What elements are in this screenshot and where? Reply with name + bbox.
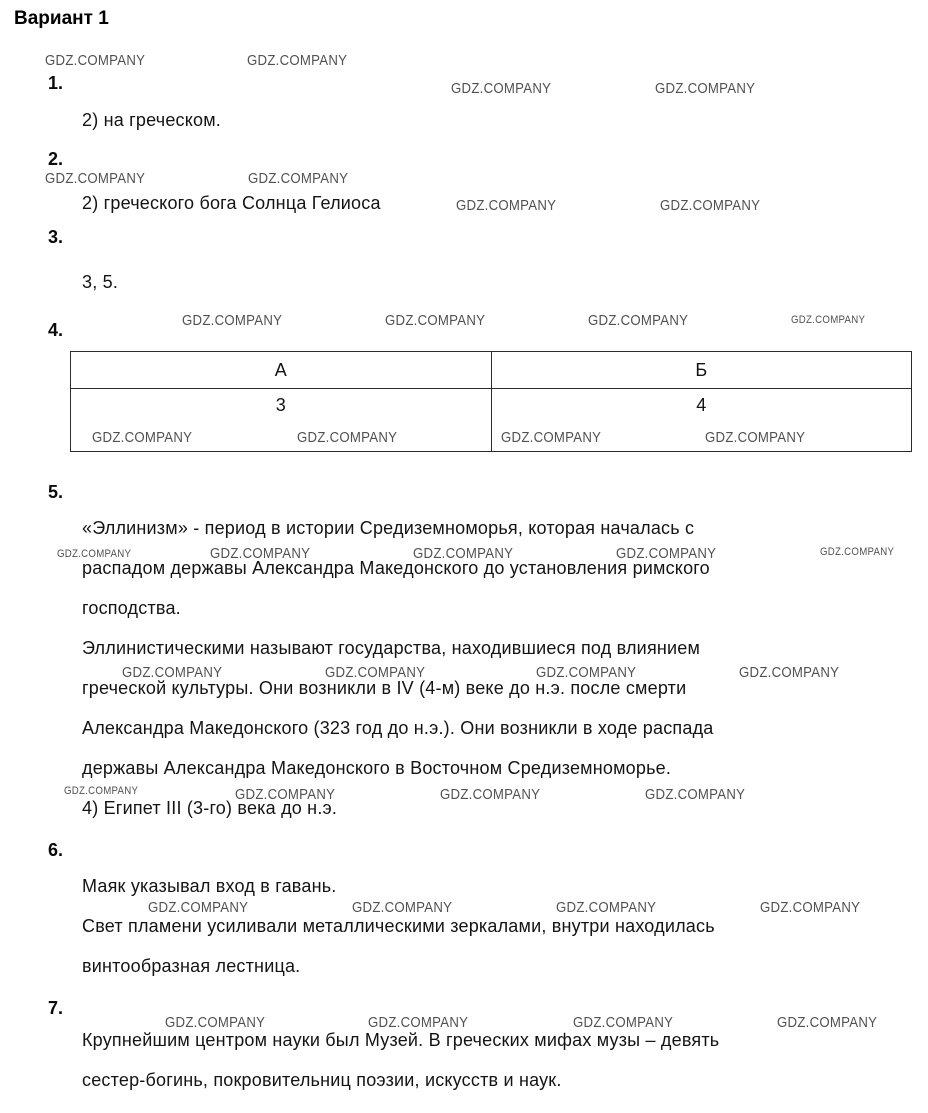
table-cell-a: 3 <box>71 389 492 452</box>
watermark: GDZ.COMPANY <box>660 197 761 214</box>
watermark: GDZ.COMPANY <box>655 80 756 97</box>
answer-line: господства. <box>82 598 181 618</box>
item-number-5: 5. <box>48 482 64 502</box>
answer-line: державы Александра Македонского в Восточном Средиземноморье. <box>82 758 672 778</box>
watermark: GDZ.COMPANY <box>739 664 840 681</box>
answer-line: 2) на греческом. <box>82 110 221 130</box>
watermark: GDZ.COMPANY <box>413 545 514 562</box>
watermark: GDZ.COMPANY <box>297 429 398 446</box>
watermark: GDZ.COMPANY <box>235 786 336 803</box>
watermark: GDZ.COMPANY <box>352 899 453 916</box>
watermark: GDZ.COMPANY <box>616 545 717 562</box>
answer-line: Эллинистическими называют государства, находившиеся под влиянием <box>82 638 701 658</box>
answer-line: 4) Египет III (3-го) века до н.э. <box>82 798 338 818</box>
watermark: GDZ.COMPANY <box>440 786 541 803</box>
watermark: GDZ.COMPANY <box>791 314 866 326</box>
watermark: GDZ.COMPANY <box>573 1014 674 1031</box>
answer-line: винтообразная лестница. <box>82 956 301 976</box>
page-title: Вариант 1 <box>14 8 109 29</box>
watermark: GDZ.COMPANY <box>92 429 193 446</box>
answer-line: Крупнейшим центром науки был Музей. В греческих мифах музы – девять <box>82 1030 720 1050</box>
answer-line: «Эллинизм» - период в истории Средиземноморья, которая началась с <box>82 518 695 538</box>
watermark: GDZ.COMPANY <box>760 899 861 916</box>
answer-line: греческой культуры. Они возникли в IV (4-м) веке до н.э. после смерти <box>82 678 687 698</box>
item-number-2: 2. <box>48 149 64 169</box>
table-header-row <box>71 352 912 389</box>
answer-line: сестер-богинь, покровительниц поэзии, искусств и наук. <box>82 1070 562 1090</box>
answer-line: Свет пламени усиливали металлическими зеркалами, внутри находилась <box>82 916 715 936</box>
watermark: GDZ.COMPANY <box>501 429 602 446</box>
item-number-1: 1. <box>48 73 64 93</box>
watermark: GDZ.COMPANY <box>148 899 249 916</box>
watermark: GDZ.COMPANY <box>325 664 426 681</box>
table-header-a: А <box>71 352 492 389</box>
watermark: GDZ.COMPANY <box>45 170 146 187</box>
watermark: GDZ.COMPANY <box>820 546 895 558</box>
watermark: GDZ.COMPANY <box>165 1014 266 1031</box>
watermark: GDZ.COMPANY <box>385 312 486 329</box>
watermark: GDZ.COMPANY <box>645 786 746 803</box>
answer-line: 3, 5. <box>82 272 119 292</box>
watermark: GDZ.COMPANY <box>122 664 223 681</box>
watermark: GDZ.COMPANY <box>777 1014 878 1031</box>
watermark: GDZ.COMPANY <box>247 52 348 69</box>
item-number-6: 6. <box>48 840 64 860</box>
table-header-b: Б <box>491 352 912 389</box>
watermark: GDZ.COMPANY <box>45 52 146 69</box>
answer-line: Александра Македонского (323 год до н.э.). Они возникли в ходе распада <box>82 718 714 738</box>
watermark: GDZ.COMPANY <box>536 664 637 681</box>
watermark: GDZ.COMPANY <box>705 429 806 446</box>
table-cell-b: 4 <box>491 389 912 452</box>
watermark: GDZ.COMPANY <box>456 197 557 214</box>
watermark: GDZ.COMPANY <box>210 545 311 562</box>
item-number-4: 4. <box>48 320 64 340</box>
watermark: GDZ.COMPANY <box>182 312 283 329</box>
answer-line: Маяк указывал вход в гавань. <box>82 876 337 896</box>
watermark: GDZ.COMPANY <box>588 312 689 329</box>
watermark: GDZ.COMPANY <box>57 548 132 560</box>
answer-line: 2) греческого бога Солнца Гелиоса <box>82 193 381 213</box>
watermark: GDZ.COMPANY <box>64 785 139 797</box>
watermark: GDZ.COMPANY <box>451 80 552 97</box>
watermark: GDZ.COMPANY <box>248 170 349 187</box>
answer-line: распадом державы Александра Македонского до установления римского <box>82 558 710 578</box>
watermark: GDZ.COMPANY <box>556 899 657 916</box>
item-number-3: 3. <box>48 227 64 247</box>
watermark: GDZ.COMPANY <box>368 1014 469 1031</box>
item-number-7: 7. <box>48 998 64 1018</box>
